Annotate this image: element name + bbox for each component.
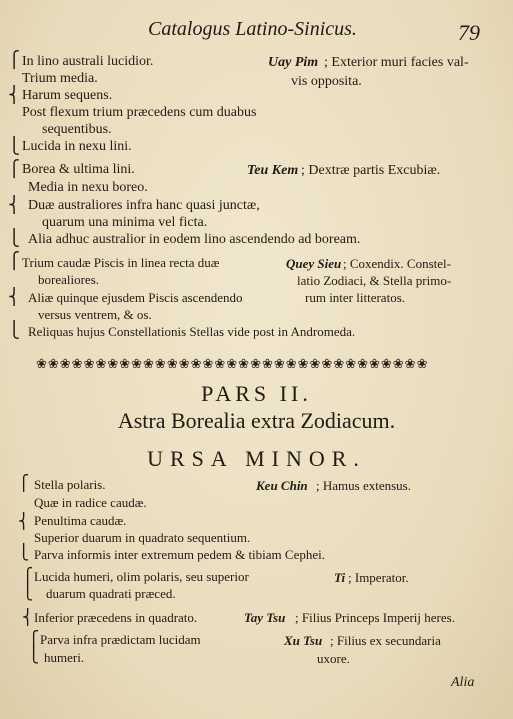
chinese-meaning: ; Exterior muri facies val- xyxy=(324,55,469,70)
part-subtitle: Astra Borealia extra Zodiacum. xyxy=(117,408,396,433)
entry-line: Trium media. xyxy=(22,71,98,86)
entry-line: Post flexum trium præcedens cum duabus xyxy=(22,105,257,120)
entry-line: Lucida humeri, olim polaris, seu superior xyxy=(34,569,249,584)
brace-top: ⎧ xyxy=(28,630,40,648)
ornament-band: ❀❀❀❀❀❀❀❀❀❀❀❀❀❀❀❀❀❀❀❀❀❀❀❀❀❀❀❀❀❀❀❀❀ xyxy=(36,357,429,371)
chinese-meaning: ; Filius Princeps Imperij heres. xyxy=(295,610,455,625)
chinese-name: Tay Tsu xyxy=(244,610,286,625)
chinese-meaning: ; Hamus extensus. xyxy=(316,478,411,493)
brace-bottom: ⎩ xyxy=(28,646,40,664)
chinese-meaning: latio Zodiaci, & Stella primo- xyxy=(297,273,452,288)
brace-bottom: ⎩ xyxy=(22,583,34,601)
chinese-meaning: rum inter litteratos. xyxy=(305,290,406,305)
brace-middle: ⎨ xyxy=(22,608,34,626)
entry-line: Aliæ quinque ejusdem Piscis ascendendo xyxy=(28,290,243,305)
entry-line: borealiores. xyxy=(38,272,100,287)
entry-line: duarum quadrati præced. xyxy=(46,586,176,601)
entry-line: Superior duarum in quadrato sequentium. xyxy=(34,530,251,545)
chinese-meaning: vis opposita. xyxy=(291,74,362,89)
entry-line: versus ventrem, & os. xyxy=(38,307,152,322)
entry-line: Alia adhuc australior in eodem lino ascendendo ad boream. xyxy=(28,232,361,247)
chinese-name: Uay Pim xyxy=(268,55,319,70)
brace-top: ⎧ xyxy=(18,474,30,492)
entry-line: Quæ in radice caudæ. xyxy=(34,495,147,510)
chinese-name: Xu Tsu xyxy=(284,633,323,648)
brace-bottom: ⎩ xyxy=(8,228,20,247)
brace-middle: ⎨ xyxy=(8,85,20,104)
running-head: Catalogus Latino-Sinicus. xyxy=(148,18,357,40)
entry-line: Duæ australiores infra hanc quasi junctæ, xyxy=(28,198,260,213)
entry-line: humeri. xyxy=(44,650,85,665)
chinese-name: Keu Chin xyxy=(256,478,308,493)
brace-bottom: ⎩ xyxy=(8,136,20,155)
brace-top: ⎧ xyxy=(22,567,34,585)
entry-line: Penultima caudæ. xyxy=(34,513,127,528)
page-number: 79 xyxy=(458,20,480,45)
entry-line: Inferior præcedens in quadrato. xyxy=(34,610,198,625)
entry-line: Trium caudæ Piscis in linea recta duæ xyxy=(22,255,220,270)
entry-line: Borea & ultima lini. xyxy=(22,162,135,177)
catchword: Alia xyxy=(451,675,475,690)
entry-line: Stella polaris. xyxy=(34,477,106,492)
brace-bottom: ⎩ xyxy=(8,320,20,339)
entry-line: Harum sequens. xyxy=(22,88,113,103)
chinese-meaning: ; Imperator. xyxy=(348,570,409,585)
chinese-meaning: ; Coxendix. Constel- xyxy=(343,256,451,271)
chinese-meaning: ; Filius ex secundaria xyxy=(330,633,441,648)
chinese-meaning: uxore. xyxy=(317,651,350,666)
entry-line: Lucida in nexu lini. xyxy=(22,139,132,154)
entry-line: Media in nexu boreo. xyxy=(28,180,148,195)
entry-line: sequentibus. xyxy=(42,122,112,137)
chinese-name: Quey Sieu xyxy=(286,256,342,271)
entry-line: quarum una minima vel ficta. xyxy=(42,215,208,230)
entry-line: Parva infra prædictam lucidam xyxy=(40,632,201,647)
brace-middle: ⎨ xyxy=(18,512,30,530)
brace-top: ⎧ xyxy=(8,251,20,270)
entry-line: Reliquas hujus Constellationis Stellas vide post in Andromeda. xyxy=(28,324,356,339)
chinese-name: Teu Kem xyxy=(247,163,299,178)
brace-middle: ⎨ xyxy=(8,287,20,306)
brace-bottom: ⎩ xyxy=(18,543,30,561)
entry-line: Parva informis inter extremum pedem & tibiam Cephei. xyxy=(34,547,325,562)
brace-top: ⎧ xyxy=(8,50,20,69)
constellation-heading: URSA MINOR. xyxy=(147,446,366,471)
entry-line: In lino australi lucidior. xyxy=(22,54,154,69)
brace-top: ⎧ xyxy=(8,159,20,178)
chinese-meaning: ; Dextræ partis Excubiæ. xyxy=(301,163,441,178)
chinese-name: Ti xyxy=(334,570,346,585)
brace-middle: ⎨ xyxy=(8,195,20,214)
part-heading: PARS II. xyxy=(201,381,312,406)
